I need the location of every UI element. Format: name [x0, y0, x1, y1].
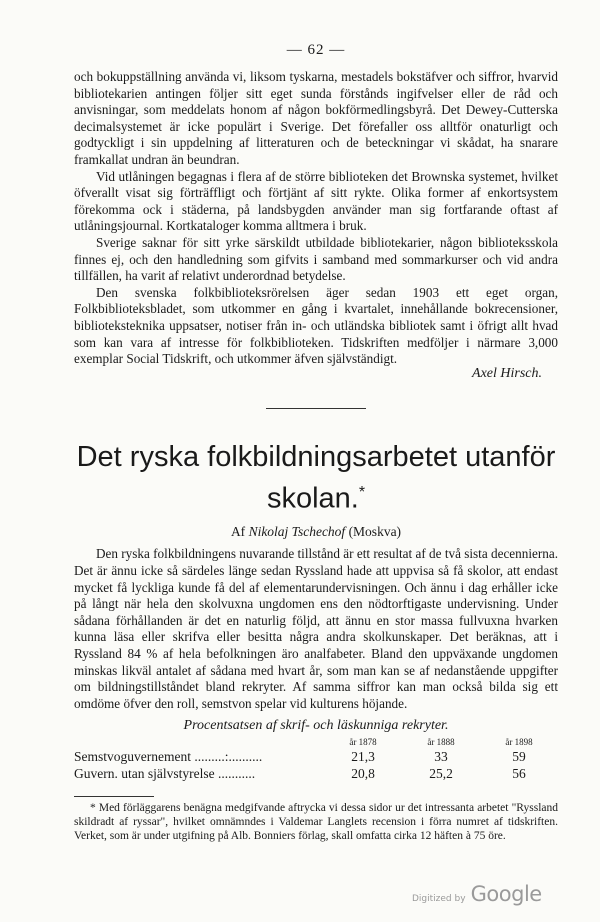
- byline-author: Nikolaj Tschechof: [248, 524, 346, 540]
- table-cell: 33: [434, 749, 448, 765]
- column-header: år 1898: [505, 737, 533, 748]
- table-row: [74, 765, 558, 782]
- table-cell: 59: [512, 749, 526, 765]
- byline-prefix: Af: [230, 524, 246, 540]
- paragraph: Den svenska folkbiblioteksrörelsen äger sedan 1903 ett eget organ, Folkbiblioteksbladet, som utkommer en gång i kvartalet, innehållande bokrecensioner, biblioteksteknika uppsatser, notiser från in- och utländska bibliotek samt i öfrigt allt hvad som kan vara af intresse för folkbiblioteken. Tidskriften medföljer i närmare 3,000 exemplar Social Tidskrift, och utkommer äfven självständigt.: [74, 284, 558, 367]
- paragraph: och bokuppställning använda vi, liksom tyskarna, mestadels bokstäfver och siffror, hvarvid bibliotekarien antingen följer sitt eget sunda förstånds ingifvelser eller de råd och anvisningar, som meddelats honom af någon bokförmedlingsbyrå. Det Dewey-Cutterska decimalsystemet är icke populärt i Sverige. Det förefaller oss alltför onaturligt och godtyckligt i sin uppdelning af litteraturen och de beteckningar vi skådat, ha snarare framkallat undran än beundran.: [74, 69, 558, 167]
- table-header-row: [74, 736, 558, 748]
- google-logo: Google: [470, 882, 542, 906]
- article-paragraph: Den ryska folkbildningens nuvarande tillstånd är ett resultat af de två sista decennierna. Det är ännu icke så särdeles länge sedan Ryssland hade att uppvisa så få skolor, att endast mycket få lyckliga kunde få del af elementarundervisningen. Och ännu i dag erhåller icke på långt när hela den skolvuxna ungdomen ens den nödtorftigaste undervisning. Under sådana förhållanden är det en naturlig följd, att ännu en stor massa fullvuxna hvarken kunna läsa eller skrifva eller besitta några andra skolkunskaper. Det beräknas, att i Ryssland 84 % af hela befolkningen äro analfabeter. Bland den uppväxande ungdomen minskas likväl antalet af sådana med hvart år, som man kan se af nedanstående uppgifter om bildningstillståndet bland rekryter. Af samma siffror kan man också bilda sig ett omdöme öfver den roll, semstvon spelar vid kulturens höjande.: [74, 546, 558, 711]
- paragraph: Vid utlåningen begagnas i flera af de större biblioteken det Brownska systemet, hvilket öfverallt visat sig förträffligt och förtjänt af sitt rykte. Olika former af enkortsystem förekomma ock i städerna, på landsbygden använder man sig fortfarande oftast af utlåningsjournal. Kortkataloger komma alltmera i bruk.: [74, 168, 558, 234]
- article-title: [74, 439, 558, 517]
- article-title-text: Det ryska folkbildningsarbetet utanför skolan.: [76, 440, 556, 515]
- footnote: * Med förläggarens benägna medgifvande aftrycka vi dessa sidor ur det intressanta arbetet "Ryssland skildradt af ryssar", hvilket omnämndes i Valdemar Langlets recension i förra numret af tidskriften. Verket, som är under utgifning på Alb. Bonniers förlag, skall omfatta cirka 12 häften à 75 öre.: [74, 802, 558, 843]
- digitized-watermark: [412, 882, 542, 906]
- paragraph: Sverige saknar för sitt yrke särskildt utbildade bibliotekarier, någon biblioteksskola finnes ej, och den handledning som gifvits i samband med sommarkurser och vid andra tillfällen, ha varit af relativt underordnad betydelse.: [74, 234, 558, 284]
- row-label: Semstvoguvernement: [74, 749, 191, 765]
- leader-dots: .........:..........: [194, 749, 263, 765]
- literacy-table: [74, 736, 558, 782]
- column-header: år 1878: [349, 737, 377, 748]
- signature: Axel Hirsch.: [472, 365, 542, 381]
- page-number: — 62 —: [286, 42, 346, 58]
- byline-suffix: (Moskva): [348, 524, 402, 540]
- table-caption: Procentsatsen af skrif- och läskunniga rekryter.: [183, 718, 449, 734]
- column-header: år 1888: [427, 737, 455, 748]
- document-page: [74, 42, 558, 843]
- footnote-divider: [74, 796, 154, 797]
- watermark-prefix: Digitized by: [412, 894, 466, 904]
- table-row: [74, 748, 558, 765]
- table-cell: 25,2: [429, 766, 453, 782]
- byline: [74, 524, 558, 540]
- table-cell: 56: [512, 766, 526, 782]
- table-cell: 20,8: [351, 766, 375, 782]
- footnote-marker: *: [358, 483, 366, 501]
- section-divider: [266, 408, 366, 409]
- table-cell: 21,3: [351, 749, 375, 765]
- leader-dots: ...........: [217, 766, 256, 782]
- row-label: Guvern. utan självstyrelse: [74, 766, 215, 782]
